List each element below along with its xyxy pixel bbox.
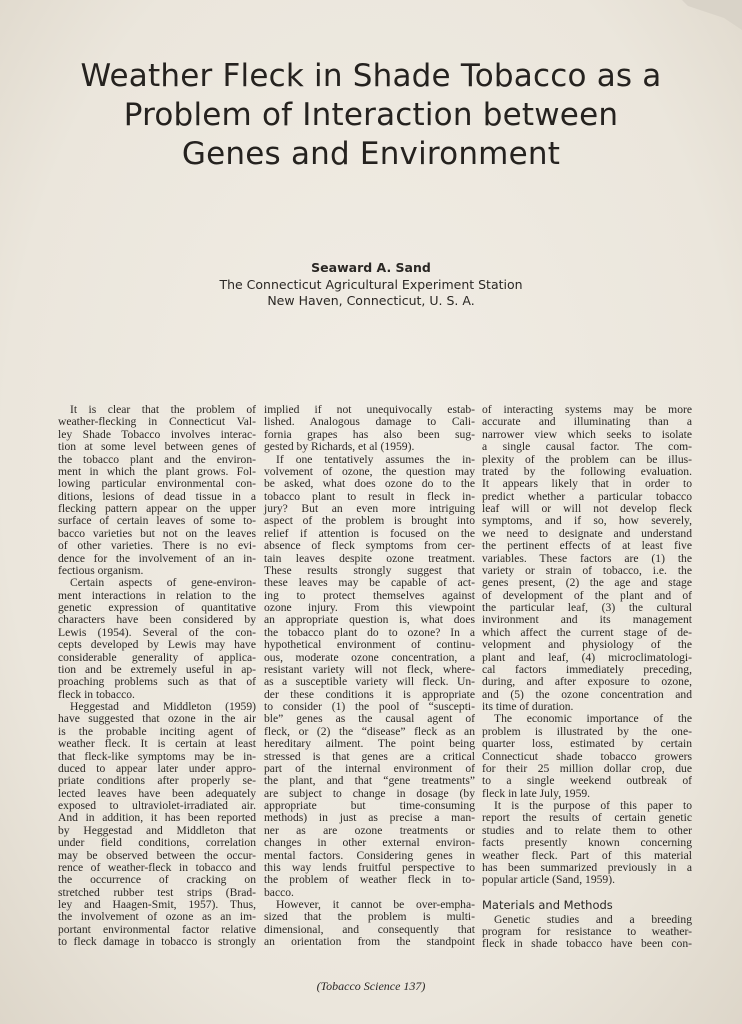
text-line: report the results of certain genetic [482,811,692,825]
text-line: lowing particular environmental con- [58,477,256,491]
text-line: stressed is that genes are a critical [264,749,475,763]
text-line: exposed to ultraviolet-irradiated air. [58,799,256,812]
text-line: which affect the current stage of de- [482,625,692,639]
author-name: Seaward A. Sand [311,260,431,275]
text-line: of other varieties. There is no evi- [58,539,256,553]
text-line: tion at some level between genes of [58,440,256,454]
text-line: Connecticut shade tobacco growers [482,749,692,763]
text-line: considerable generality of applica- [58,650,256,664]
text-line: However, it cannot be over-empha- [276,898,475,911]
text-line: ozone injury. From this viewpoint [264,601,475,614]
text-line: ment interactions in relation to the [58,588,256,602]
text-line: It is clear that the problem of [70,403,256,416]
text-line: These results strongly suggest that [264,563,475,577]
text-line: resistant variety will not fleck, where- [264,662,475,676]
text-line: aspect of the problem is brought into [264,514,475,528]
text-line: surface of certain leaves of some to- [58,514,256,528]
text-line: ing to protect themselves against [264,588,475,602]
text-line: have suggested that ozone in the air [58,712,256,726]
text-line: ley Shade Tobacco involves interac- [58,427,256,441]
text-line: weather fleck. Part of this material [482,848,692,862]
text-line: the involvement of ozone as an im- [58,910,256,924]
text-line: tain leaves despite ozone treatment. [264,551,475,565]
text-line: gested by Richards, et al (1959). [264,440,415,454]
text-line: are subject to change in dosage (by [264,786,475,800]
text-line: to consider (1) the pool of “suscepti- [264,700,475,713]
text-line: appropriate but time-consuming [264,799,475,812]
text-line: the occurrence of cracking on [58,873,256,887]
text-line: studies and to relate them to other [482,823,692,837]
text-line: of development of the plant and of [482,588,692,602]
text-line: flecking pattern appear on the upper [58,502,256,515]
text-line: Genetic studies and a breeding [494,912,692,926]
text-line: jury? But an even more intriguing [264,502,475,515]
text-line: Lewis (1954). Several of the con- [58,625,256,639]
text-line: problem is illustrated by the one- [482,724,692,738]
text-line: we need to designate and understand [482,526,692,540]
text-line: der these conditions it is appropriate [264,687,475,701]
text-line: its time of duration. [482,700,574,713]
text-line: cal factors immediately preceding, [482,662,692,676]
paragraph [58,701,256,949]
text-line: invironment and its management [482,613,692,627]
text-line: cepts developed by Lewis may have [58,638,256,652]
text-line: weather-flecking in Connecticut Val- [58,415,256,429]
text-line: an orientation from the standpoint [264,935,475,949]
text-line: leaf will or will not develop fleck [482,502,692,515]
text-line: dimensional, and consequently that [264,922,475,936]
title-line: Problem of Interaction between [123,97,619,133]
text-line: It appears likely that in order to [482,477,692,491]
text-line: stretched rubber test strips (Brad- [58,885,256,899]
text-line: rence of weather-fleck in tobacco and [58,860,256,874]
text-line: that fleck-like symptoms may be in- [58,749,256,763]
text-line: characters have been considered by [58,613,256,627]
text-line: bacco varieties but not on the leaves [58,526,256,540]
text-line: ble” genes as the causal agent of [264,712,475,726]
text-line: for their 25 million dollar crop, due [482,761,692,775]
text-line: symptoms, and if so, how severely, [482,514,692,528]
text-line: velopment and physiology of the [482,638,692,652]
text-line: during, and after exposure to ozone, [482,675,692,689]
paragraph [482,713,692,800]
paragraph [264,454,475,900]
text-line: facts presently known concerning [482,836,692,850]
text-line: plant and leaf, (4) microclimatologi- [482,650,692,664]
text-line: ditions, lesions of dead tissue in a [58,489,256,503]
text-line: tion and be extremely useful in ap- [58,662,256,676]
text-line: It is the purpose of this paper to [494,799,692,812]
text-line: the particular leaf, (3) the cultural [482,601,692,614]
text-line: be asked, what does ozone do to the [264,477,475,491]
text-line: is the probable inciting agent of [58,724,256,738]
text-line: variety or strain of tobacco, i.e. the [482,563,692,577]
title-line: Weather Fleck in Shade Tobacco as a [80,58,662,94]
text-line: narrower view which seeks to isolate [482,427,692,441]
text-line: volvement of ozone, the question may [264,464,475,478]
paragraph [264,404,475,454]
torn-corner [682,0,742,30]
text-line: changes in other external environ- [264,836,475,850]
text-column-1 [58,404,256,949]
paragraph [482,800,692,887]
text-line: The economic importance of the [494,712,692,726]
text-line: the problem of weather fleck in to- [264,873,475,887]
article-title [0,57,742,174]
text-line: ous, moderate ozone concentration, a [264,650,475,664]
text-line: dence for the involvement of an in- [58,551,256,565]
text-line: and (5) the ozone concentration and [482,687,692,701]
text-line: genes present, (2) the age and stage [482,576,692,590]
text-line: accurate and illuminating than a [482,415,692,429]
text-line: portant environmental factor relative [58,922,256,936]
text-line: quarter loss, estimated by certain [482,737,692,751]
text-line: methods) in just as precise a man- [264,811,475,825]
text-line: tobacco plant to result in fleck in- [264,489,475,503]
text-line: ley and Haagen-Smit, 1957). Thus, [58,898,256,911]
text-line: the tobacco plant and the environ- [58,452,256,466]
text-line: part of the internal environment of [264,761,475,775]
text-line: absence of fleck symptoms from cer- [264,539,475,553]
text-line: predict whether a particular tobacco [482,489,692,503]
text-line: duced to appear later under appro- [58,761,256,775]
text-line: has been summarized previously in a [482,860,692,874]
author-block [0,260,742,310]
text-line: fleck in shade tobacco have been con- [482,937,692,951]
text-line: Certain aspects of gene-environ- [70,576,256,590]
text-line: ner as are ozone treatments or [264,823,475,837]
text-line: may be observed between the occur- [58,848,256,862]
text-line: priate conditions after properly se- [58,774,256,788]
text-line: sized that the problem is multi- [264,910,475,924]
text-line: variables. These factors are (1) the [482,551,692,565]
text-line: to fleck damage in tobacco is strongly [58,935,256,949]
text-line: of interacting systems may be more [482,403,692,416]
text-line: lished. Analogous damage to Cali- [264,415,475,429]
author-affiliation: The Connecticut Agricultural Experiment Station [219,276,523,292]
author-location: New Haven, Connecticut, U. S. A. [267,293,475,308]
text-line: relief if attention is focused on the [264,526,475,540]
text-line: these leaves may be capable of act- [264,576,475,590]
paragraph [264,899,475,949]
text-line: an appropriate question is, what does [264,613,475,627]
text-line: fectious organism. [58,563,144,577]
text-line: program for resistance to weather- [482,925,692,938]
text-line: Heggestad and Middleton (1959) [70,700,256,713]
section-heading: Materials and Methods [482,897,613,912]
text-line: proaching problems such as that of [58,675,256,689]
text-line: by Heggestad and Middleton that [58,823,256,837]
text-line: ment in which the plant grows. Fol- [58,464,256,478]
paragraph [482,404,692,713]
text-line: the plant, and that “gene treatments” [264,774,475,788]
text-line: the tobacco plant do to ozone? In a [264,625,475,639]
page-footer: (Tobacco Science 137) [316,979,426,993]
text-line: fornia grapes has also been sug- [264,427,475,441]
text-line: plexity of the problem can be illus- [482,452,692,466]
text-line: If one tentatively assumes the in- [276,452,475,466]
title-line: Genes and Environment [181,136,561,172]
paragraph [58,404,256,577]
text-line: trated by the following evaluation. [482,464,692,478]
text-line: fleck in late July, 1959. [482,786,591,800]
text-line: as a susceptible variety will fleck. Un- [264,675,475,689]
text-line: to a single weekend outbreak of [482,774,692,788]
text-line: mental factors. Considering genes in [264,848,475,862]
text-line: popular article (Sand, 1959). [482,873,615,887]
text-line: genetic expression of quantitative [58,601,256,614]
paragraph [482,914,692,951]
text-line: hypothetical environment of continu- [264,638,475,652]
text-line: bacco. [264,885,294,899]
text-line: fleck, or (2) the “disease” fleck as an [264,724,475,738]
text-column-3 [482,404,692,951]
text-line: a single causal factor. The com- [482,440,692,454]
text-line: weather fleck. It is certain at least [58,737,256,751]
paragraph [58,577,256,701]
text-line: this way lends fruitful perspective to [264,860,475,874]
text-line: implied if not unequivocally estab- [264,403,475,416]
text-line: under field conditions, correlation [58,836,256,850]
text-line: And in addition, it has been reported [58,811,256,825]
text-line: lected leaves have been adequately [58,786,256,800]
text-line: fleck in tobacco. [58,687,135,701]
text-column-2 [264,404,475,949]
text-line: hereditary ailment. The point being [264,737,475,751]
text-line: the pertinent effects of at least five [482,539,692,553]
